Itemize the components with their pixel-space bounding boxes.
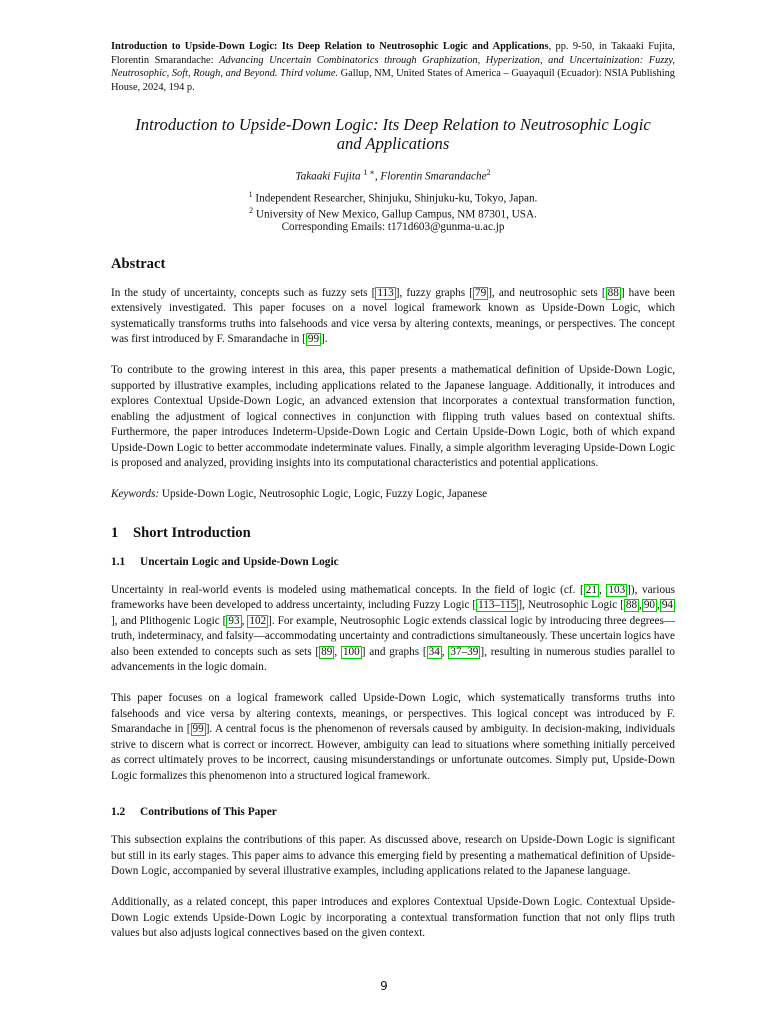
citation-link[interactable]: 113–115 — [478, 599, 517, 612]
page-number: 9 — [380, 979, 388, 993]
intro-paragraph-2: This paper focuses on a logical framework called Upside-Down Logic, which systematically transforms truths into falsehoods and vice versa by altering contexts, meanings, or perspectives. This logical concept was introduced by F. Smarandache in [ 99 ]. A central focus is the phenomenon of reversals caused by ambiguity. In decision-making, individuals strive to discern what is correct or incorrect. However, ambiguity can lead to situations where something initially perceived as correct ultimately proves to be incorrect, causing misunderstandings or unfortunate outcomes. Simply put, Upside-Down Logic formalizes this phenomenon into a structured logical framework. — [111, 692, 675, 782]
abstract-paragraph-1: In the study of uncertainty, concepts such as fuzzy sets [ 113 ], fuzzy graphs [ 79 ], and neutrosophic sets [ 88 ] have been extensively investigated. This paper focuses on a novel logical framework known as Upside-Down Logic, which systematically transforms truths into falsehoods and vice versa by altering contexts, meanings, or perspectives. The concept was first introduced by F. Smarandache in [ 99 ]. — [111, 286, 675, 346]
paper-page — [111, 40, 675, 957]
citation-link[interactable]: 99 — [192, 723, 204, 736]
abstract-heading: Abstract — [111, 255, 166, 272]
affiliations — [111, 189, 675, 232]
keywords-list: Upside-Down Logic, Neutrosophic Logic, Logic, Fuzzy Logic, Japanese — [159, 488, 488, 501]
author-1-marker: 1 ∗ — [363, 168, 375, 178]
section-number: 1 — [111, 524, 119, 541]
subsection-heading-1-2: 1.2 Contributions of This Paper — [111, 806, 277, 819]
citation-link[interactable]: 88 — [607, 286, 619, 299]
subsection-heading-1-1: 1.1 Uncertain Logic and Upside-Down Logic — [111, 555, 339, 568]
citation-link[interactable]: 94 — [661, 599, 673, 612]
citation-link[interactable]: 88 — [625, 599, 638, 612]
citation-link[interactable]: 79 — [475, 286, 487, 299]
contributions-paragraph-2: Additionally, as a related concept, this paper introduces and explores Contextual Upside-Down Logic. Contextual Upside-Down Logic extends Upside-Down Logic by incorporating a contextual transformation function that not only flips truth values but also adjusts logical connectives based on the given context. — [111, 896, 675, 940]
header-pages: , pp. 9-50, in Takaaki Fujita, Florentin Smarandache: — [111, 41, 675, 66]
header-publisher: Gallup, NM, United States of America – Guayaquil (Ecuador): NSIA Publishing House, 2024, 194 p. — [111, 68, 676, 93]
author-2-marker: 2 — [486, 168, 491, 178]
citation-link[interactable]: 34 — [428, 645, 440, 658]
citation-link[interactable]: 89 — [321, 645, 333, 658]
citation-header-note — [111, 40, 675, 94]
contributions-paragraph-1: This subsection explains the contributions of this paper. As discussed above, research on Upside-Down Logic is significant but still in its early stages. This paper aims to advance this emerging field by presenting a mathematical definition of Upside-Down Logic, accompanied by several illustrative examples, including applications related to the Japanese language. — [111, 834, 675, 878]
corresponding-emails: Corresponding Emails: t171d603@gunma-u.ac.jp — [281, 220, 505, 233]
citation-link[interactable]: 99 — [307, 333, 320, 346]
citation-link[interactable]: 102 — [249, 614, 267, 627]
affiliation-2: $^2$ University of New Mexico, Gallup Campus, NM 87301, USA. — [249, 205, 537, 221]
author-2: Florentin Smarandache — [380, 171, 487, 184]
citation-link[interactable]: 103 — [608, 583, 626, 596]
header-paper-title: Introduction to Upside-Down Logic: Its Deep Relation to Neutrosophic Logic and Applications — [111, 41, 549, 52]
citation-link[interactable]: 93 — [228, 614, 240, 627]
abstract-paragraph-2: To contribute to the growing interest in this area, this paper presents a mathematical definition of Upside-Down Logic, supported by illustrative examples, including applications related to the Japanese language. Additionally, it introduces and explores Contextual Upside-Down Logic, an advanced extension that incorporates a contextual transformation function, enabling the adjustment of logical connectives in conjunction with flipping truth values based on contextual shifts. Furthermore, the paper introduces Indeterm-Upside-Down Logic and Certain Upside-Down Logic, both of which expand Upside-Down Logic to better accommodate indeterminate values. Finally, a simple algorithm leveraging Upside-Down Logic is proposed and analyzed, providing insights into its computational characteristics and potential applications. — [111, 364, 675, 470]
paper-title: Introduction to Upside-Down Logic: Its Deep Relation to Neutrosophic Logic and Applications — [135, 115, 651, 154]
citation-link[interactable]: 100 — [342, 645, 360, 658]
citation-link[interactable]: 37–39 — [450, 645, 479, 658]
citation-link[interactable]: 90 — [643, 599, 656, 612]
section-heading — [111, 525, 675, 542]
citation-link[interactable]: 113 — [377, 286, 394, 299]
keywords-label: Keywords: — [111, 488, 160, 501]
keywords — [111, 487, 675, 503]
affiliation-1: $^1$ Independent Researcher, Shinjuku, Shinjuku-ku, Tokyo, Japan. — [248, 190, 538, 205]
author-1: Takaaki Fujita — [295, 171, 361, 184]
intro-paragraph-1: Uncertainty in real-world events is modeled using mathematical concepts. In the field of logic (cf. [ 21 , 103 ]), various frameworks have been developed to address uncertainty, including Fuzzy Logic [ 113–115 ], Neutrosophic Logic [ 88 , 90 , 94], and Plithogenic Logic [ 93 , 102 ]. For example, Neutrosophic Logic extends classical logic by introducing three degrees—truth, indeterminacy, and falsity—accommodating uncertainty and contradictions simultaneously. These uncertain logics have also been extended to concepts such as sets [ 89 , 100 ] and graphs [ 34 , 37–39 ], resulting in numerous studies parallel to advancements in the logic domain. — [111, 583, 676, 674]
section-title: Short Introduction — [133, 524, 251, 541]
citation-link[interactable]: 21 — [585, 583, 597, 596]
header-book-title: Advancing Uncertain Combinatorics through Graphization, Hyperization, and Uncertainization: Fuzzy, Neutrosophic, Soft, Rough, and Beyond. Third volume. — [111, 54, 675, 80]
author-line: Takaaki Fujita $^{1 ∗}$, Florentin Smarandache$^2$ — [295, 168, 491, 184]
